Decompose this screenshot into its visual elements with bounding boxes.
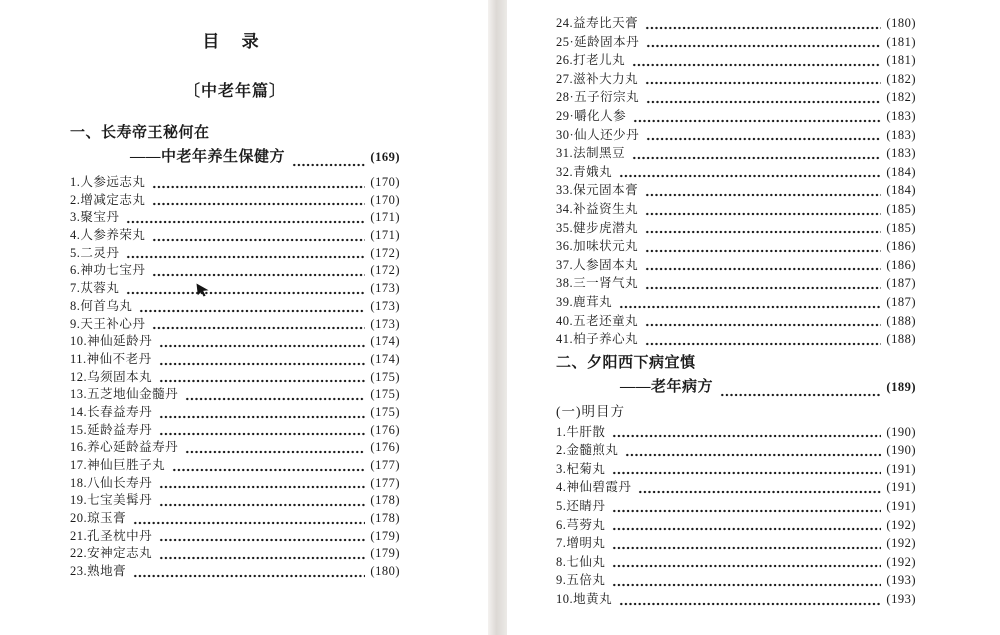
dot-leader (612, 544, 881, 550)
toc-entry-label: 24.益寿比天膏 (556, 16, 639, 30)
toc-entry-label: 9.天王补心丹 (70, 316, 146, 331)
dot-leader (159, 430, 365, 436)
toc-entry (556, 51, 916, 70)
toc-entry (556, 181, 916, 200)
toc-entry-label: 一、长寿帝王秘何在 (70, 125, 210, 141)
toc-entry-page: (189) (886, 379, 916, 394)
dot-leader (645, 79, 881, 85)
toc-entry-page: (187) (886, 294, 916, 309)
toc-page-left (70, 0, 400, 581)
toc-entry-page: (173) (370, 316, 400, 331)
dot-leader (152, 200, 365, 206)
toc-entry-label: 23.熟地膏 (70, 564, 127, 579)
toc-entry (556, 590, 916, 609)
toc-entry-page: (178) (370, 493, 400, 508)
toc-entry-label: 39.鹿茸丸 (556, 294, 613, 309)
toc-entry-label: 5.还睛丹 (556, 499, 606, 514)
toc-entry-page: (184) (886, 164, 916, 179)
toc-section-sub (556, 375, 916, 400)
toc-entry-label: 11.神仙不老丹 (70, 351, 152, 366)
dot-leader (646, 98, 881, 104)
dot-leader (126, 289, 365, 295)
toc-entry-label: 7.苁蓉丸 (70, 281, 120, 296)
dot-leader (159, 413, 365, 419)
dot-leader (292, 161, 365, 167)
mouse-cursor-icon (196, 283, 209, 297)
toc-entry (556, 571, 916, 590)
toc-entry (70, 316, 400, 334)
toc-entry-label: 7.增明丸 (556, 536, 606, 551)
toc-entry-page: (191) (886, 499, 916, 514)
dot-leader (638, 488, 881, 494)
toc-entry-page: (183) (886, 127, 916, 142)
toc-entry-page: (181) (886, 53, 916, 68)
toc-entry-page: (171) (370, 228, 400, 243)
toc-entry (70, 209, 400, 227)
toc-entry (70, 227, 400, 245)
dot-leader (720, 391, 881, 397)
toc-entry-page: (183) (886, 146, 916, 161)
toc-entry-label: 29·嚼化人参 (556, 108, 627, 123)
toc-entry (70, 457, 400, 475)
dot-leader (159, 483, 365, 489)
toc-entry-label: 二、夕阳西下病宜慎 (556, 354, 696, 371)
toc-entry-label: 6.神功七宝丹 (70, 263, 146, 278)
toc-entry-page: (177) (370, 475, 400, 490)
toc-entry-page: (179) (370, 546, 400, 561)
toc-entry-label: 37.人参固本丸 (556, 257, 639, 272)
dot-leader (133, 519, 365, 525)
page-gutter-shadow (488, 0, 507, 635)
toc-entry-page: (170) (370, 175, 400, 189)
dot-leader (645, 247, 881, 253)
toc-entry (556, 423, 916, 442)
toc-section (556, 352, 916, 375)
toc-entry (70, 439, 400, 457)
toc-entry-page: (182) (886, 71, 916, 86)
toc-entry (556, 460, 916, 479)
toc-entry-label: 17.神仙巨胜子丸 (70, 458, 166, 472)
toc-entry (556, 312, 916, 331)
toc-entry-page: (173) (370, 281, 400, 296)
toc-entry-page: (188) (886, 332, 916, 347)
toc-entry (70, 404, 400, 422)
toc-entry-label: 2.增减定志丸 (70, 192, 146, 207)
toc-entry (70, 422, 400, 440)
toc-entry-page: (190) (886, 443, 916, 458)
toc-entry (70, 351, 400, 369)
toc-entry (556, 478, 916, 497)
toc-section-sub (70, 145, 400, 170)
toc-entry (70, 510, 400, 528)
toc-entry-label: 30·仙人还少丹 (556, 127, 640, 142)
toc-entry-label: 38.三一肾气丸 (556, 276, 639, 291)
toc-entry-page: (192) (886, 554, 916, 569)
toc-entry-page: (188) (886, 313, 916, 328)
toc-entry (556, 219, 916, 238)
toc-entry (70, 386, 400, 404)
dot-leader (159, 360, 366, 366)
toc-entry (556, 88, 916, 107)
toc-entry-label: 16.养心延龄益寿丹 (70, 440, 179, 455)
toc-entry-page: (169) (370, 150, 400, 164)
toc-entry (556, 14, 916, 33)
toc-entry (70, 545, 400, 563)
dot-leader (612, 432, 881, 438)
toc-entry (556, 274, 916, 293)
toc-entry-page: (174) (370, 334, 400, 349)
dot-leader (645, 284, 881, 290)
dot-leader (645, 210, 881, 216)
toc-entry-page: (175) (370, 404, 400, 419)
dot-leader (185, 448, 365, 454)
dot-leader (646, 42, 881, 48)
toc-entry-page: (171) (370, 210, 400, 225)
toc-entry-label: 20.琼玉膏 (70, 511, 127, 526)
toc-entry-label: 41.柏子养心丸 (556, 332, 639, 347)
toc-entry-label: 8.七仙丸 (556, 554, 606, 569)
toc-entry-page: (193) (886, 573, 916, 588)
toc-entry (70, 492, 400, 510)
toc-entry-page: (192) (886, 536, 916, 551)
toc-entry-label: 22.安神定志丸 (70, 546, 153, 561)
toc-entry (556, 126, 916, 145)
toc-entry-label: 19.七宝美髯丹 (70, 493, 153, 508)
toc-entry (556, 200, 916, 219)
toc-entry-label: 14.长春益寿丹 (70, 404, 153, 419)
dot-leader (645, 191, 881, 197)
toc-entry (556, 33, 916, 52)
toc-page-right (556, 0, 916, 609)
toc-entry (70, 528, 400, 546)
toc-entry (70, 262, 400, 280)
toc-entry (556, 107, 916, 126)
toc-entry-label: 5.二灵丹 (70, 245, 120, 260)
dot-leader (152, 271, 365, 277)
toc-entry (556, 553, 916, 572)
dot-leader (159, 536, 365, 542)
toc-entry-label: 12.乌须固本丸 (70, 369, 153, 384)
toc-entry (556, 330, 916, 349)
toc-entry-page: (187) (886, 276, 916, 291)
toc-entry-page: (178) (370, 511, 400, 526)
toc-entry-page: (186) (886, 257, 916, 272)
dot-leader (612, 581, 881, 587)
toc-entry (70, 298, 400, 316)
toc-right-entries (556, 14, 916, 609)
toc-entry-page: (186) (886, 239, 916, 254)
toc-entry-page: (180) (370, 564, 400, 579)
toc-entry-page: (191) (886, 480, 916, 495)
toc-entry-page: (175) (370, 369, 400, 384)
dot-leader (645, 24, 881, 30)
toc-entry-page: (174) (370, 351, 400, 366)
toc-entry (556, 144, 916, 163)
dot-leader (612, 525, 881, 531)
toc-entry-label: ——老年病方 (620, 378, 714, 395)
toc-entry-label: 34.补益资生丸 (556, 201, 639, 216)
toc-entry-label: 4.神仙碧霞丹 (556, 480, 632, 495)
toc-entry-label: 1.牛肝散 (556, 424, 606, 439)
dot-leader (159, 501, 365, 507)
dot-leader (139, 307, 365, 313)
dot-leader (185, 395, 365, 401)
toc-entry-label: 13.五芝地仙金髓丹 (70, 387, 179, 402)
dot-leader (645, 321, 881, 327)
toc-entry (556, 256, 916, 275)
toc-entry-label: 18.八仙长寿丹 (70, 475, 153, 490)
toc-entry (70, 192, 400, 210)
toc-entry-label: (一)明目方 (556, 403, 625, 419)
dot-leader (612, 562, 881, 568)
dot-leader (645, 228, 881, 234)
toc-entry-page: (185) (886, 201, 916, 216)
dot-leader (619, 172, 881, 178)
toc-entry-page: (185) (886, 220, 916, 235)
dot-leader (126, 253, 365, 259)
toc-entry-page: (179) (370, 528, 400, 543)
toc-entry-page: (193) (886, 592, 916, 607)
toc-entry-page: (182) (886, 90, 916, 105)
toc-entry-label: 31.法制黑豆 (556, 146, 626, 161)
dot-leader (646, 135, 881, 141)
toc-entry (70, 280, 400, 298)
toc-entry-label: 1.人参远志丸 (70, 175, 146, 189)
toc-entry-label: 10.地黄丸 (556, 592, 613, 607)
toc-entry-label: 25·延龄固本丹 (556, 34, 640, 49)
dot-leader (632, 154, 881, 160)
toc-entry-page: (192) (886, 517, 916, 532)
toc-entry-label: 15.延龄益寿丹 (70, 422, 153, 437)
dot-leader (645, 265, 881, 271)
toc-entry (556, 237, 916, 256)
toc-entry (70, 333, 400, 351)
dot-leader (159, 342, 365, 348)
toc-entry-page: (175) (370, 387, 400, 402)
toc-entry-label: 2.金髓煎丸 (556, 443, 619, 458)
toc-entry-label: 10.神仙延龄丹 (70, 334, 153, 349)
dot-leader (632, 61, 881, 67)
toc-left-entries (70, 122, 400, 581)
toc-entry (556, 516, 916, 535)
toc-entry (70, 563, 400, 581)
toc-entry-label: 4.人参养荣丸 (70, 228, 146, 243)
dot-leader (645, 340, 881, 346)
toc-entry-page: (181) (886, 34, 916, 49)
toc-entry (556, 441, 916, 460)
toc-entry-label: 35.健步虎潜丸 (556, 220, 639, 235)
dot-leader (612, 469, 881, 475)
dot-leader (625, 451, 881, 457)
dot-leader (172, 466, 365, 472)
toc-title: 目 录 (202, 32, 268, 51)
toc-entry-page: (170) (370, 192, 400, 207)
toc-entry (70, 174, 400, 192)
toc-entry-label: 28·五子衍宗丸 (556, 90, 640, 105)
toc-entry-page: (184) (886, 183, 916, 198)
dot-leader (152, 236, 365, 242)
toc-entry-label: 3.杞菊丸 (556, 461, 606, 476)
toc-entry-page: (180) (886, 16, 916, 30)
toc-entry-label: ——中老年养生保健方 (130, 149, 286, 165)
toc-entry-label: 26.打老儿丸 (556, 53, 626, 68)
toc-entry (556, 534, 916, 553)
toc-entry-label: 6.芎䓖丸 (556, 517, 606, 532)
toc-entry-label: 36.加味状元丸 (556, 239, 639, 254)
dot-leader (126, 218, 365, 224)
toc-entry-page: (191) (886, 461, 916, 476)
dot-leader (152, 183, 365, 189)
toc-entry (556, 293, 916, 312)
dot-leader (152, 324, 365, 330)
dot-leader (159, 377, 365, 383)
toc-entry-label: 3.聚宝丹 (70, 210, 120, 225)
dot-leader (633, 117, 881, 123)
toc-entry-page: (177) (370, 458, 400, 472)
toc-entry (70, 475, 400, 493)
toc-entry-label: 9.五倍丸 (556, 573, 606, 588)
toc-entry-page: (190) (886, 424, 916, 439)
toc-entry (556, 163, 916, 182)
part-heading: 〔中老年篇〕 (183, 83, 286, 100)
toc-entry-label: 8.何首乌丸 (70, 298, 133, 313)
toc-entry-label: 33.保元固本膏 (556, 183, 639, 198)
toc-entry-label: 40.五老还童丸 (556, 313, 639, 328)
toc-entry-page: (173) (370, 298, 400, 313)
toc-entry (70, 245, 400, 263)
dot-leader (133, 572, 365, 578)
toc-entry-page: (172) (370, 245, 400, 260)
toc-entry-page: (176) (370, 440, 400, 455)
toc-entry (556, 497, 916, 516)
toc-entry-page: (176) (370, 422, 400, 437)
toc-entry-label: 27.滋补大力丸 (556, 71, 639, 86)
toc-entry-page: (183) (886, 108, 916, 123)
toc-entry-label: 21.孔圣枕中丹 (70, 528, 153, 543)
dot-leader (619, 600, 881, 606)
toc-subsection (556, 400, 916, 423)
dot-leader (159, 554, 365, 560)
toc-entry-page: (172) (370, 263, 400, 278)
toc-entry-label: 32.青娥丸 (556, 164, 613, 179)
dot-leader (619, 303, 881, 309)
toc-entry (556, 70, 916, 89)
dot-leader (612, 507, 881, 513)
toc-entry (70, 369, 400, 387)
toc-section (70, 122, 400, 145)
